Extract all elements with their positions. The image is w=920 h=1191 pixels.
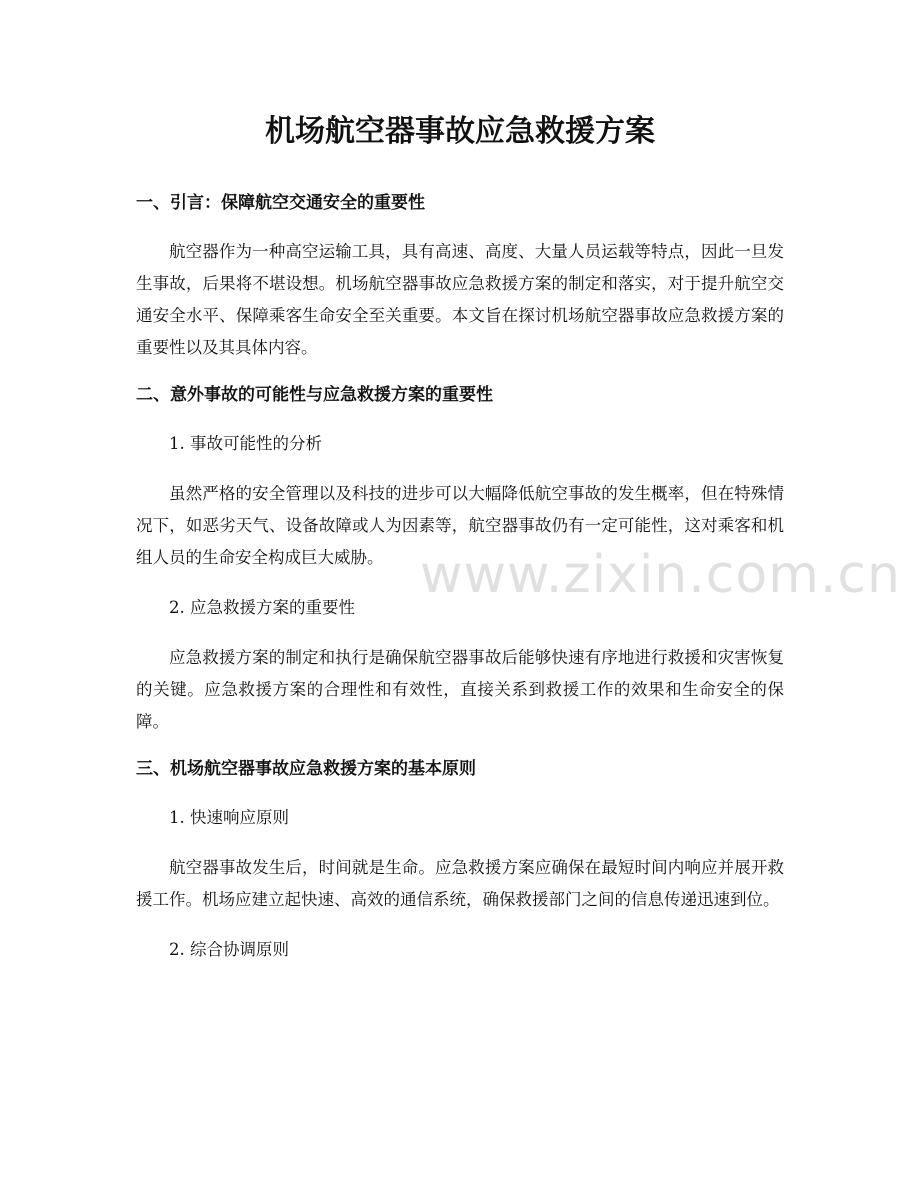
watermark: www.zixin.com.cn [420,545,901,605]
document-body [136,187,784,966]
subsection-2-1-title: 1. 事故可能性的分析 [169,434,322,453]
section-1-paragraph: 航空器作为一种高空运输工具，具有高速、高度、大量人员运载等特点，因此一旦发生事故，后果将不堪设想。机场航空器事故应急救援方案的制定和落实，对于提升航空交通安全水平、保障乘客生命安全至关重要。本文旨在探讨机场航空器事故应急救援方案的重要性以及其具体内容。 [136,242,784,357]
subsection-2-1-paragraph: 虽然严格的安全管理以及科技的进步可以大幅降低航空事故的发生概率，但在特殊情况下，如恶劣天气、设备故障或人为因素等，航空器事故仍有一定可能性，这对乘客和机组人员的生命安全构成巨大威胁。 [136,484,784,567]
subsection-3-1-title: 1. 快速响应原则 [169,808,289,827]
subsection-3-1-paragraph: 航空器事故发生后，时间就是生命。应急救援方案应确保在最短时间内响应并展开救援工作。机场应建立起快速、高效的通信系统，确保救援部门之间的信息传递迅速到位。 [136,858,784,909]
page-title: 机场航空器事故应急救援方案 [265,114,655,149]
subsection-2-2-title: 2. 应急救援方案的重要性 [169,598,355,617]
section-heading-1: 一、引言：保障航空交通安全的重要性 [136,193,425,213]
section-heading-3: 三、机场航空器事故应急救援方案的基本原则 [136,759,476,779]
subsection-3-2-title: 2. 综合协调原则 [169,940,289,959]
subsection-2-2-paragraph: 应急救援方案的制定和执行是确保航空器事故后能够快速有序地进行救援和灾害恢复的关键。应急救援方案的合理性和有效性，直接关系到救援工作的效果和生命安全的保障。 [136,648,784,731]
section-heading-2: 二、意外事故的可能性与应急救援方案的重要性 [136,385,493,405]
